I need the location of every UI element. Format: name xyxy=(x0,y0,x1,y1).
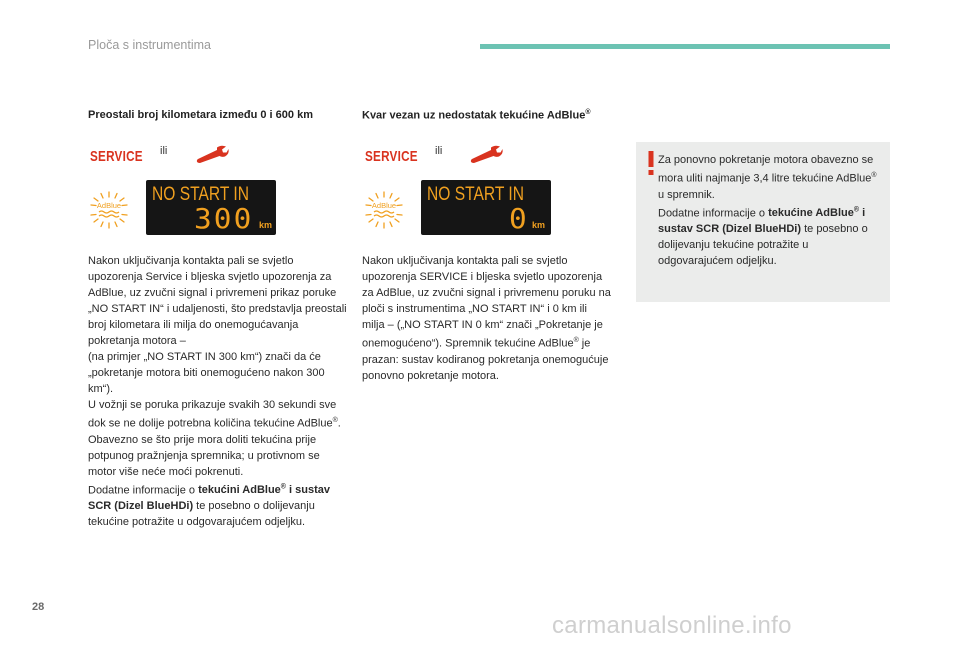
header-accent-bar xyxy=(480,44,890,49)
middle-heading: Kvar vezan uz nedostatak tekućine AdBlue® xyxy=(362,109,591,122)
display-unit: km xyxy=(532,220,546,230)
notice-box xyxy=(636,142,890,302)
adblue-icon-label: AdBlue xyxy=(96,201,122,210)
adblue-warning-icon xyxy=(89,190,129,230)
header-title: Ploča s instrumentima xyxy=(88,38,211,52)
no-start-display xyxy=(146,180,276,235)
notice-text xyxy=(658,152,883,269)
middle-body-text xyxy=(362,253,612,384)
display-message: NO START IN xyxy=(427,184,524,205)
paragraph: Nakon uključivanja kontakta pali se svjetlo upozorenja Service i bljeska svjetlo upozorenja za AdBlue, uz zvučni signal i privremeni prikaz poruke „NO START IN“ i udaljenosti, što predstavlja preostali broj kilometara ili milja do onemogućavanja pokretanja motora – xyxy=(88,255,347,347)
wrench-icon xyxy=(470,144,504,164)
paragraph: Obavezno se što prije mora doliti tekućina prije potpunog pražnjenja spremnika; u protivnom se motor više neće moći pokrenuti. xyxy=(88,433,320,478)
display-distance: 0 xyxy=(509,202,529,235)
or-label: ili xyxy=(435,145,443,157)
paragraph: (na primjer „NO START IN 300 km“) znači da će „pokretanje motora biti onemogućeno nakon 300 km“). xyxy=(88,351,325,395)
left-body-text xyxy=(88,253,350,530)
adblue-warning-icon xyxy=(364,190,404,230)
exclamation-icon xyxy=(648,151,654,175)
display-distance: 300 xyxy=(194,202,254,235)
paragraph: Dodatne informacije o tekućine AdBlue® i sustav SCR (Dizel BlueHDi) te posebno o dolijevanju tekućine potražite u odgovarajućem odjeljku. xyxy=(658,206,868,268)
display-unit: km xyxy=(259,220,273,230)
paragraph: Dodatne informacije o tekućini AdBlue® i sustav SCR (Dizel BlueHDi) te posebno o dolijevanju tekućine potražite u odgovarajućem odjeljku. xyxy=(88,483,330,529)
paragraph: Nakon uključivanja kontakta pali se svjetlo upozorenja SERVICE i bljeska svjetlo upozorenja za AdBlue, uz zvučni signal i privremenu poruku na ploči s instrumentima „NO START IN“ i 0 km ili milja – („NO START IN 0 km“ znači „Pokretanje je onemogućeno“). Spremnik tekućine AdBlue® je prazan: sustav kodiranog pokretanja onemogućuje ponovno pokretanje motora. xyxy=(362,255,611,382)
left-heading: Preostali broj kilometara između 0 i 600 km xyxy=(88,109,313,121)
display-message: NO START IN xyxy=(152,184,249,205)
service-warning-label: SERVICE xyxy=(90,148,143,165)
adblue-icon-label: AdBlue xyxy=(371,201,397,210)
service-warning-label: SERVICE xyxy=(365,148,418,165)
paragraph: U vožnji se poruka prikazuje svakih 30 sekundi sve dok se ne dolije potrebna količina tekućine AdBlue®. xyxy=(88,399,341,430)
wrench-icon xyxy=(196,144,230,164)
watermark: carmanualsonline.info xyxy=(552,612,792,639)
or-label: ili xyxy=(160,145,168,157)
page-number: 28 xyxy=(32,601,45,613)
no-start-display xyxy=(421,180,551,235)
paragraph: Za ponovno pokretanje motora obavezno se mora uliti najmanje 3,4 litre tekućine AdBlue® u spremnik. xyxy=(658,154,877,201)
